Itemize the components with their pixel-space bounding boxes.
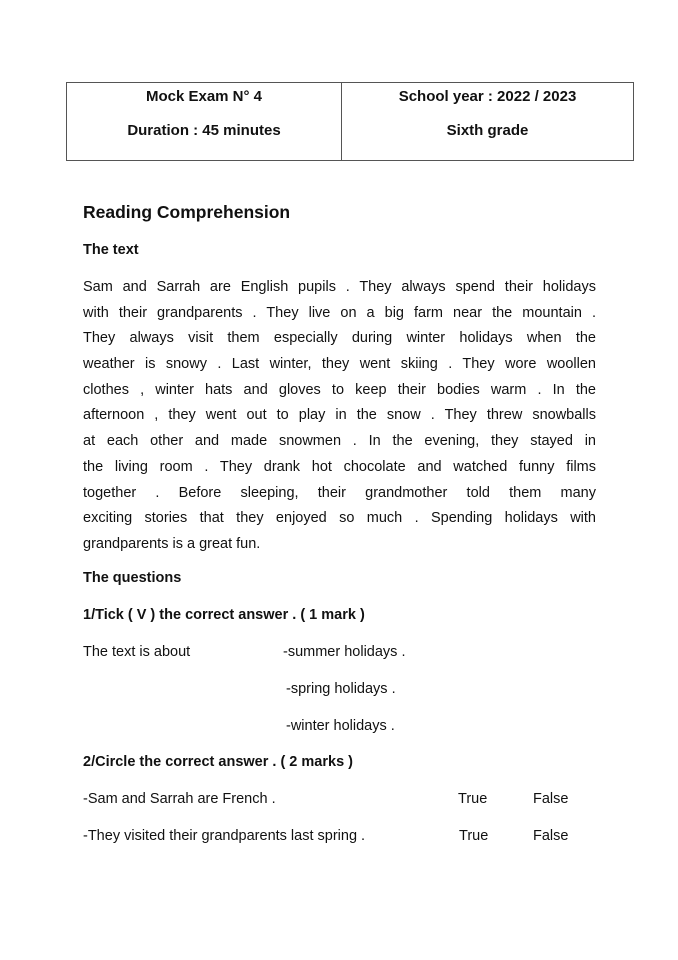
question-1-title: 1/Tick ( V ) the correct answer . ( 1 mark ) [83,607,365,623]
text-line: with their grandparents . They live on a big farm near the mountain . [83,304,596,321]
exam-info-cell [67,83,342,160]
exam-number: Mock Exam N° 4 [145,88,263,105]
reading-text [83,276,596,559]
text-line: grandparents is a great fun. [83,535,261,552]
questions-heading: The questions [83,570,182,586]
statement-1-true[interactable]: True [458,791,488,807]
question-2-title: 2/Circle the correct answer . ( 2 marks ) [83,754,353,770]
text-line: at each other and made snowmen . In the evening, they stayed in [83,433,596,450]
statement-1: -Sam and Sarrah are French . [83,791,276,807]
exam-duration: Duration : 45 minutes [127,122,281,139]
statement-2-true[interactable]: True [459,828,489,844]
text-line: They always visit them especially during winter holidays when the [83,330,596,347]
text-line: clothes , winter hats and gloves to keep their bodies warm . In the [83,381,596,398]
exam-header-table [66,82,634,161]
text-line: Sam and Sarrah are English pupils . They always spend their holidays [83,279,596,295]
text-line: the living room . They drank hot chocolate and watched funny films [83,458,596,475]
grade: Sixth grade [446,122,529,139]
question-1-stem: The text is about [83,644,191,660]
statement-2-false[interactable]: False [533,828,569,844]
option-spring[interactable]: -spring holidays . [286,681,396,697]
statement-2: -They visited their grandparents last spring . [83,828,366,844]
section-title: Reading Comprehension [83,202,291,222]
text-heading: The text [83,242,139,258]
text-line: exciting stories that they enjoyed so much . Spending holidays with [83,510,596,527]
text-line: weather is snowy . Last winter, they went skiing . They wore woollen [83,356,596,373]
option-winter[interactable]: -winter holidays . [286,718,395,734]
option-summer[interactable]: -summer holidays . [283,644,406,660]
school-year: School year : 2022 / 2023 [398,88,577,105]
text-line: afternoon , they went out to play in the snow . They threw snowballs [83,407,596,424]
text-line: together . Before sleeping, their grandmother told them many [83,484,596,501]
school-info-cell [342,83,633,160]
statement-1-false[interactable]: False [533,791,569,807]
